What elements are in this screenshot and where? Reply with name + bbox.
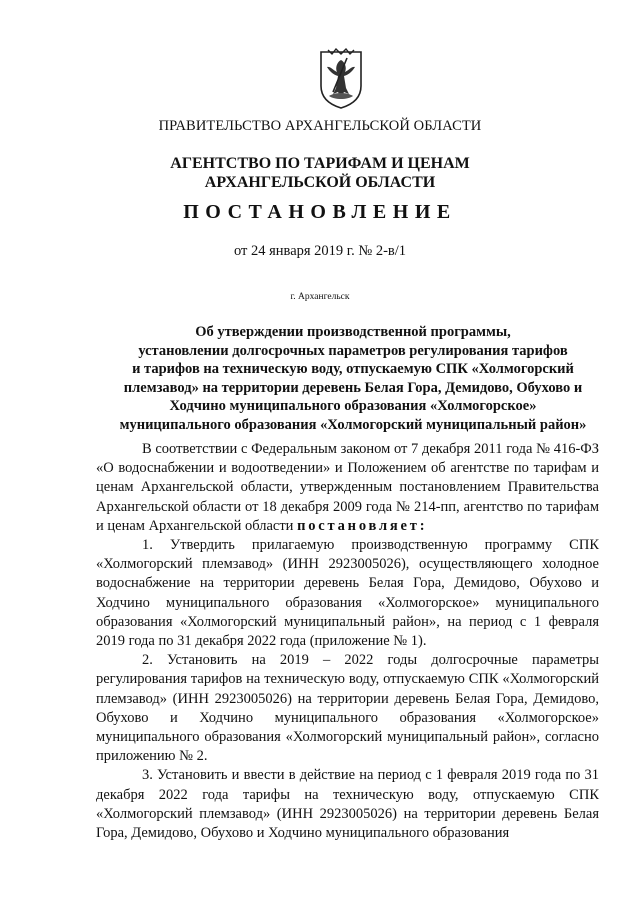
document-date-number: от 24 января 2019 г. № 2-в/1 xyxy=(233,243,407,259)
preamble-paragraph xyxy=(96,440,599,536)
agency-name xyxy=(0,154,640,192)
subject-line: Ходчино муниципального образования «Холмогорское» xyxy=(169,398,537,415)
item-1-paragraph: 1. Утвердить прилагаемую производственную программу СПК «Холмогорский племзавод» (ИНН 2923005026), осуществляющего холодное водоснабжение на территории деревень Белая Гора, Демидово, Обухово и Ходчино муниципального образования «Холмогорское» муниципального образования «Холмогорский муниципальный район», на период с 1 февраля 2019 года по 31 декабря 2022 года (приложение № 1). xyxy=(96,537,599,650)
item-3-paragraph: 3. Установить и ввести в действие на период с 1 февраля 2019 года по 31 декабря 2022 года тарифы на техническую воду, отпускаемую СПК «Холмогорский племзавод» (ИНН 2923005026) на территории деревень Белая Гора, Демидово, Обухово и Ходчино муниципального образования xyxy=(96,767,599,842)
agency-name-line: АГЕНТСТВО ПО ТАРИФАМ И ЦЕНАМ xyxy=(170,155,470,172)
agency-name-line: АРХАНГЕЛЬСКОЙ ОБЛАСТИ xyxy=(204,174,436,191)
preamble-text: В соответствии с Федеральным законом от 7 декабря 2011 года № 416-ФЗ «О водоснабжении и водоотведении» и Положением об агентстве по тарифам и ценам Архангельской области, утвержденным постановлением Правительства Архангельской области от 18 декабря 2009 года № 214-пп, агентство по тарифам и ценам Архангельской области xyxy=(96,441,599,534)
subject-line: племзавод» на территории деревень Белая Гора, Демидово, Обухово и xyxy=(123,379,583,396)
coat-of-arms-icon xyxy=(319,48,363,110)
government-name: ПРАВИТЕЛЬСТВО АРХАНГЕЛЬСКОЙ ОБЛАСТИ xyxy=(158,118,482,134)
subject-line: установлении долгосрочных параметров регулирования тарифов xyxy=(138,342,568,359)
item-2-paragraph: 2. Установить на 2019 – 2022 годы долгосрочные параметры регулирования тарифов на техническую воду, отпускаемую СПК «Холмогорский племзавод» (ИНН 2923005026) на территории деревень Белая Гора, Демидово, Обухово и Ходчино муниципального образования «Холмогорское» муниципального образования «Холмогорский муниципальный район», согласно приложению № 2. xyxy=(96,652,599,765)
subject-line: муниципального образования «Холмогорский муниципальный район» xyxy=(119,416,587,433)
subject-line: и тарифов на техническую воду, отпускаемую СПК «Холмогорский xyxy=(132,361,574,378)
document-subject xyxy=(110,323,596,435)
city-name: г. Архангельск xyxy=(290,292,350,302)
subject-line: Об утверждении производственной программы, xyxy=(195,324,511,340)
document-type: ПОСТАНОВЛЕНИЕ xyxy=(183,201,457,223)
decision-keyword: постановляет: xyxy=(297,517,428,534)
document-body xyxy=(96,440,599,843)
